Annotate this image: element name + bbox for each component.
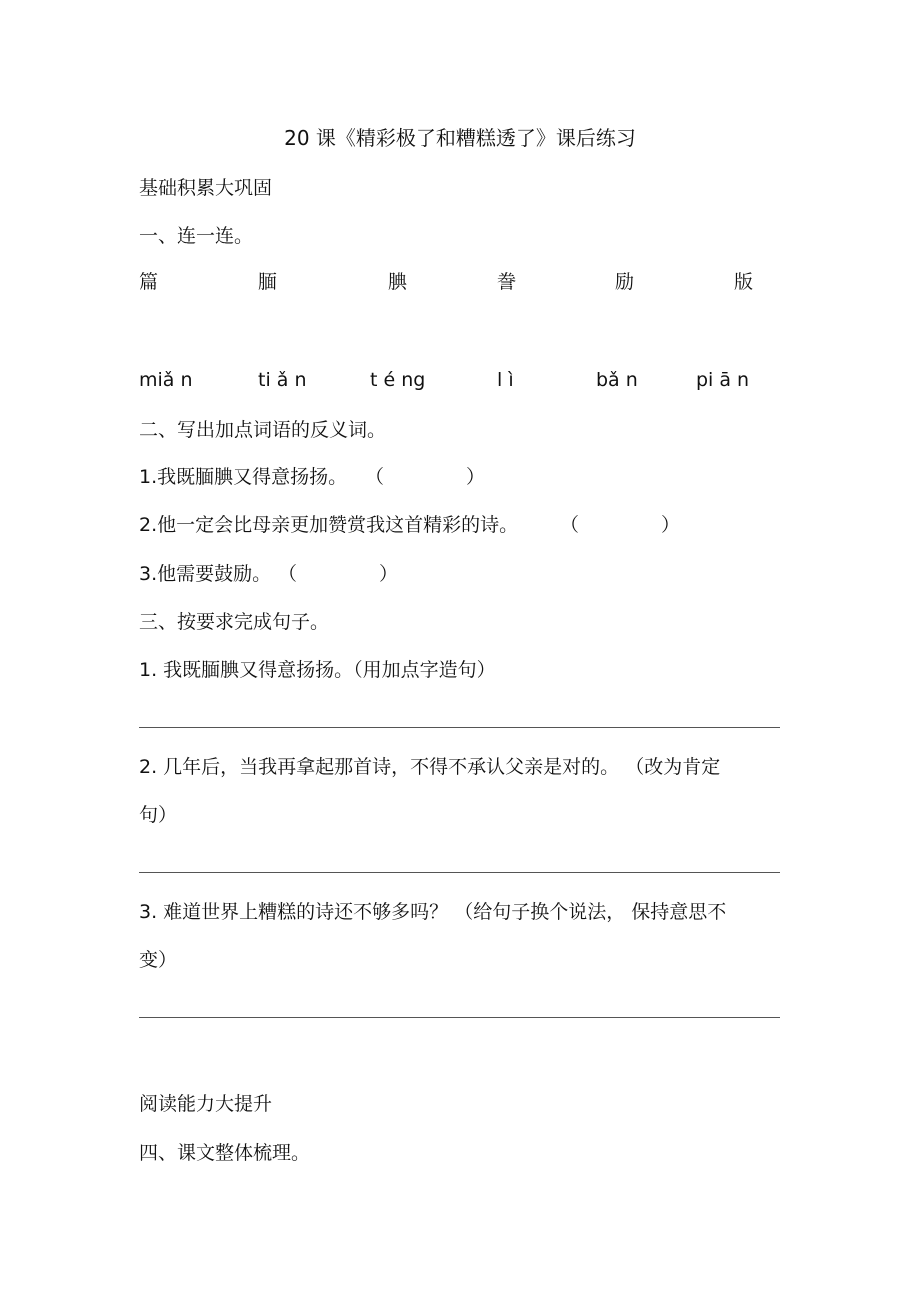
q2-heading: 二、写出加点词语的反义词。 xyxy=(139,419,387,441)
q3-item-text-continued: 句） xyxy=(139,804,178,826)
q3-heading: 三、按要求完成句子。 xyxy=(139,611,330,633)
q1-pinyin: t é ng xyxy=(370,369,426,391)
q1-char: 腆 xyxy=(388,271,408,293)
q2-answer-blank[interactable]: （ ） xyxy=(278,563,399,585)
q3-item-text: 2. 几年后，当我再拿起那首诗，不得不承认父亲是对的。 （改为肯定 xyxy=(139,756,721,778)
section-heading-reading: 阅读能力大提升 xyxy=(139,1093,273,1115)
q2-item-text: 2.他一定会比母亲更加赞赏我这首精彩的诗。 xyxy=(139,514,519,536)
q1-pinyin: bǎ n xyxy=(596,369,638,391)
section-heading-basic: 基础积累大巩固 xyxy=(139,177,273,199)
q2-item-text: 3.他需要鼓励。 xyxy=(139,563,272,585)
q1-char: 腼 xyxy=(258,271,278,293)
q1-char: 励 xyxy=(615,271,635,293)
q1-pinyin: miǎ n xyxy=(139,369,193,391)
q2-item-text: 1.我既腼腆又得意扬扬。 xyxy=(139,466,348,488)
q3-item-text: 3. 难道世界上糟糕的诗还不够多吗？ （给句子换个说法， 保持意思不 xyxy=(139,901,727,923)
q1-pinyin: l ì xyxy=(497,369,514,391)
q3-item-text-continued: 变） xyxy=(139,949,178,971)
q2-answer-blank[interactable]: （ ） xyxy=(560,514,681,536)
q1-pinyin: ti ǎ n xyxy=(258,369,307,391)
q2-answer-blank[interactable]: （ ） xyxy=(365,466,486,488)
answer-line[interactable] xyxy=(139,1017,780,1018)
q1-heading: 一、连一连。 xyxy=(139,225,254,247)
page-title: 20 课《精彩极了和糟糕透了》课后练习 xyxy=(284,126,636,150)
q3-item-text: 1. 我既腼腆又得意扬扬。（用加点字造句） xyxy=(139,659,496,681)
answer-line[interactable] xyxy=(139,872,780,873)
answer-line[interactable] xyxy=(139,727,780,728)
q1-pinyin: pi ā n xyxy=(696,369,750,391)
q1-char: 篇 xyxy=(139,271,159,293)
q4-heading: 四、课文整体梳理。 xyxy=(139,1142,311,1164)
q1-char: 版 xyxy=(734,271,754,293)
q1-char: 誊 xyxy=(497,271,517,293)
